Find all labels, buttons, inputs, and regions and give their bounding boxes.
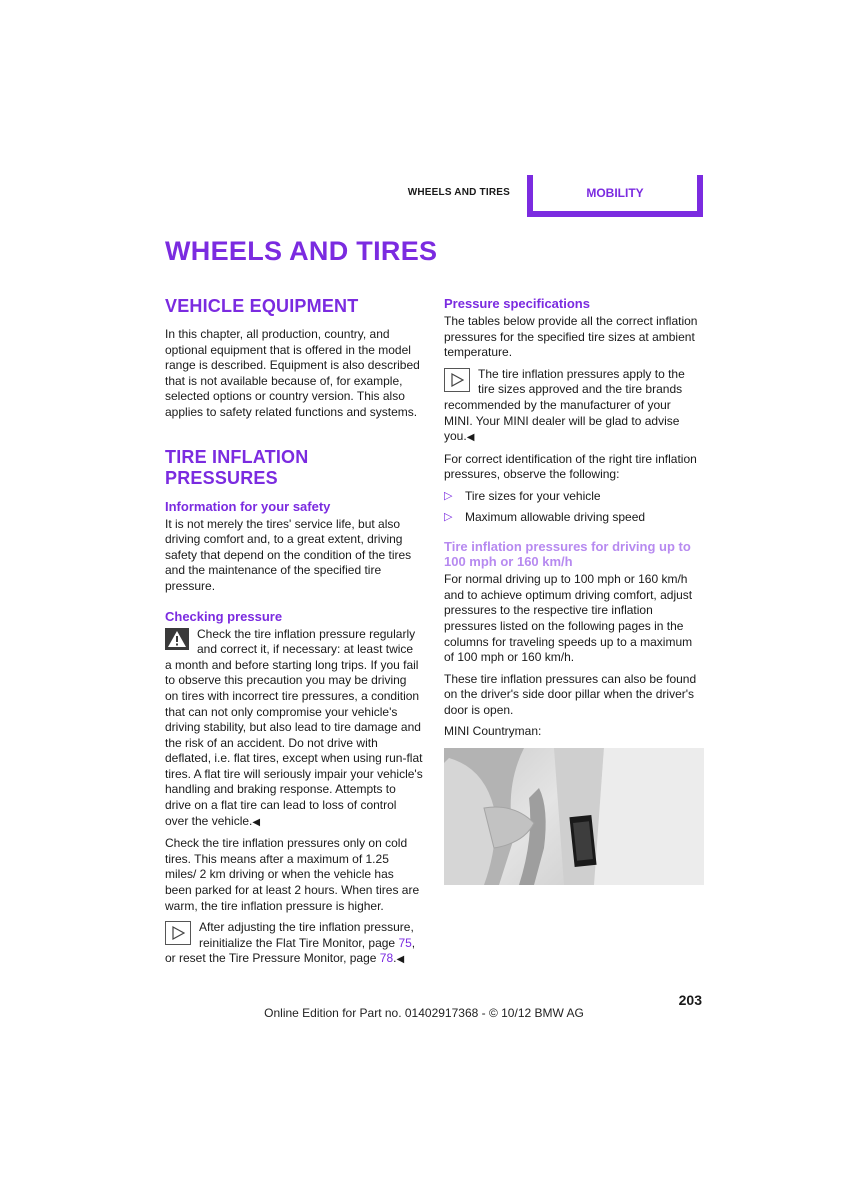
model-label: MINI Countryman: [444, 724, 542, 739]
identification-text: For correct identification of the right tire inflation pressures, observe the following: [444, 451, 697, 482]
chapter-tab [527, 175, 703, 217]
pressure-spec-text: The tables below provide all the correct inflation pressures for the specified tire sizes at ambient temperature. [444, 314, 698, 360]
tire-pressure-monitor-page-link[interactable]: 78 [379, 951, 394, 966]
cold-tires-text: Check the tire inflation pressures only on cold tires. This means after a maximum of 1.25 miles/ 2 km driving or when the vehicle has been parked for at least 2 hours. When tires are warm, the tire inflation pressure is higher. [165, 836, 420, 913]
end-mark-icon: ◀ [466, 432, 475, 444]
list-item: ▷ Tire sizes for your vehicle [444, 488, 601, 503]
end-mark-icon: ◀ [396, 954, 405, 966]
door-pillar-illustration [444, 748, 704, 885]
note-arrow-icon [444, 368, 470, 392]
monitor-note-text-2: , or reset the Tire Pressure Monitor, page [165, 935, 416, 966]
page-title: WHEELS AND TIRES [165, 236, 438, 266]
monitor-note-text-1: After adjusting the tire inflation pressure, reinitialize the Flat Tire Monitor, page [199, 920, 414, 950]
note-arrow-icon [165, 921, 191, 945]
identification-list [444, 489, 702, 525]
chapter-tab-label: MOBILITY [586, 186, 644, 200]
flat-tire-monitor-page-link[interactable]: 75 [398, 935, 412, 950]
driving-speed-heading: Tire inflation pressures for driving up to 100 mph or 160 km/h [444, 539, 691, 570]
door-pillar-photo [444, 748, 704, 885]
list-item: ▷ Maximum allowable driving speed [444, 509, 646, 524]
brand-note [444, 367, 702, 446]
door-pillar-text: These tire inflation pressures can also be found on the driver's side door pillar when the driver's door is open. [444, 671, 697, 717]
monitor-note [165, 920, 423, 968]
vehicle-equipment-heading: VEHICLE EQUIPMENT [165, 296, 359, 316]
safety-info-text: It is not merely the tires' service life, but also driving comfort and, to a great extent, driving safety that depend on the condition of the tires and the maintenance of the specified tire pressure. [165, 516, 412, 593]
driving-speed-text: For normal driving up to 100 mph or 160 km/h and to achieve optimum driving comfort, adjust pressures to the respective tire inflation pressures listed on the following pages in the columns for traveling speeds up to a maximum of 100 mph or 160 km/h. [444, 572, 693, 665]
brand-note-text: The tire inflation pressures apply to the tire sizes approved and the tire brands recommended by the manufacturer of your MINI. Your MINI dealer will be glad to advise you. [444, 366, 685, 444]
pressure-spec-heading: Pressure specifications [444, 296, 590, 311]
warning-text: Check the tire inflation pressure regularly and correct it, if necessary: at least twice a month and before starting long trips. If you fail to observe this precaution you may be driving on tires with incorrect tire pressures, a condition that can not only compromise your vehicle's driving stability, but also lead to tire damage and the risk of an accident. Do not drive with deflated, i.e. flat tires, except when using run-flat tires. A flat tire will seriously impair your vehicle's handling and braking response. Attempts to drive on a flat tire can lead to loss of control over the vehicle. [165, 626, 423, 828]
warning-triangle-icon [165, 628, 189, 650]
running-header-section: WHEELS AND TIRES [407, 187, 510, 198]
monitor-note-text-3: . [393, 951, 397, 966]
page-number: 203 [678, 992, 702, 1008]
safety-info-heading: Information for your safety [165, 498, 331, 514]
right-column [444, 296, 702, 885]
left-column [165, 296, 423, 974]
bullet-arrow-icon: ▷ [444, 489, 453, 502]
vehicle-equipment-text: In this chapter, all production, country, and optional equipment that is offered in the model range is described. Equipment is also described that is not available because of, for example, selected options or country version. This also applies to safety related functions and systems. [165, 327, 420, 419]
checking-pressure-heading: Checking pressure [165, 608, 283, 624]
tire-inflation-heading: TIRE INFLATION PRESSURES [165, 446, 309, 488]
end-mark-icon: ◀ [252, 816, 261, 828]
warning-note [165, 627, 423, 831]
bullet-arrow-icon: ▷ [444, 510, 453, 523]
footer-edition: Online Edition for Part no. 01402917368 - © 10/12 BMW AG [264, 1006, 584, 1020]
